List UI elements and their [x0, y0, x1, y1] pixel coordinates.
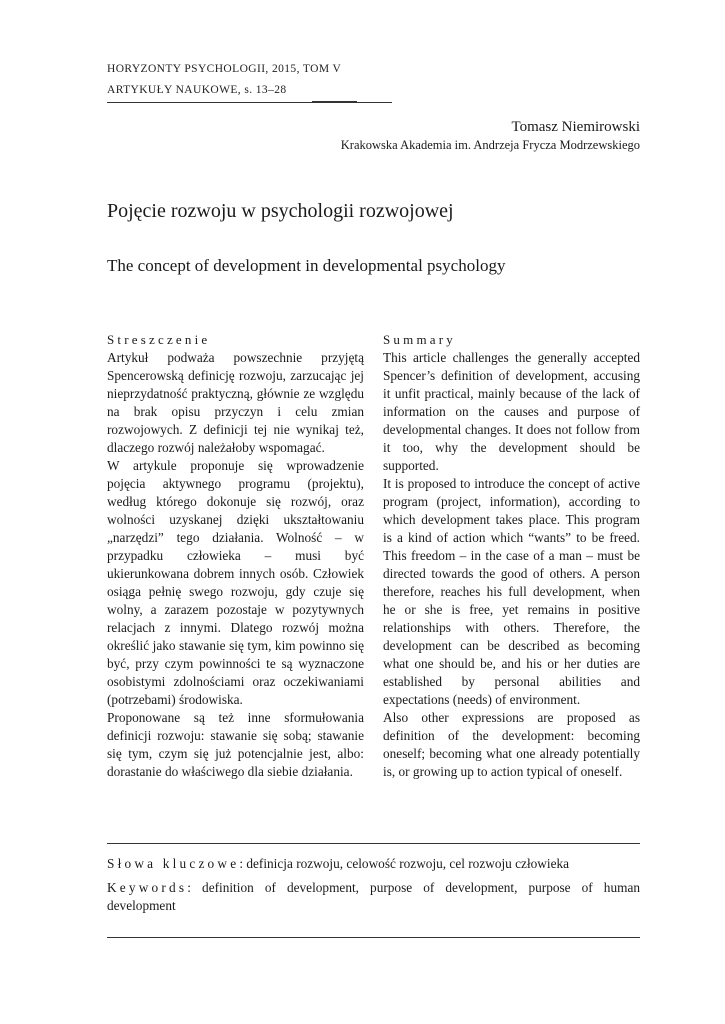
keywords-polish-text: definicja rozwoju, celowość rozwoju, cel rozwoju człowieka: [246, 856, 570, 871]
title-english: The concept of development in developmental psychology: [107, 256, 506, 275]
header-rule: [107, 102, 392, 103]
abstract-polish-heading: Streszczenie: [107, 332, 211, 347]
keywords-english-text: definition of development, purpose of development, purpose of human development: [107, 880, 640, 913]
author-name: Tomasz Niemirowski: [511, 119, 640, 135]
keywords-polish-label: Słowa kluczowe: [107, 856, 240, 871]
journal-header: HORYZONTY PSYCHOLOGII, 2015, TOM V: [107, 63, 342, 75]
keywords-english-label: Keywords: [107, 880, 188, 895]
author-affiliation: Krakowska Akademia im. Andrzeja Frycza Modrzewskiego: [340, 138, 640, 152]
keywords-english: Keywords: definition of development, purpose of development, purpose of human development: [107, 880, 640, 913]
abstract-english: [383, 331, 640, 781]
abstract-polish: [107, 331, 364, 781]
keywords-polish: Słowa kluczowe: definicja rozwoju, celowość rozwoju, cel rozwoju człowieka: [107, 856, 570, 871]
abstract-english-paragraph-1: This article challenges the generally accepted Spencer’s definition of development, accusing it unfit practical, mainly because of the lack of information on the causes and purpose of developmental changes. It does not follow from it too, why the development should be supported.: [383, 350, 640, 473]
abstract-english-paragraph-2: It is proposed to introduce the concept of active program (project, information), according to which development takes place. This program is a kind of action which “wants” to be freed. This freedom – in the case of a man – must be directed towards the good of others. A person therefore, reaches his full development, when he or she is free, yet remains in positive relationships with others. Therefore, the development can be described as becoming what one should be, and his or her duties are established by personal abilities and expectations (needs) of environment.: [383, 476, 640, 707]
keywords-bottom-rule: [107, 937, 640, 938]
abstract-polish-paragraph-2: W artykule proponuje się wprowadzenie pojęcia aktywnego programu (projektu), według którego dokonuje się rozwój, oraz wolności uzyskanej dzięki ukształtowaniu „narzędzi” tego działania. Wolność – w przypadku człowieka – musi być ukierunkowana dobrem innych osób. Człowiek osiąga pełnię swego rozwoju, gdy czuje się wolny, a zarazem pozostaje w pozytywnych relacjach z innymi. Dlatego rozwój można określić jako stawanie się tym, kim powinno się być, przy czym powinności te są wyznaczone osobistymi zdolnościami oraz oczekiwaniami (potrzebami) środowiska.: [107, 458, 364, 707]
series-header: ARTYKUŁY NAUKOWE, s. 13–28: [107, 84, 287, 96]
abstract-english-paragraph-3: Also other expressions are proposed as definition of the development: becoming oneself; becoming what one already potentially is, or growing up to action typical of oneself.: [383, 710, 640, 779]
title-polish: Pojęcie rozwoju w psychologii rozwojowej: [107, 200, 454, 222]
abstract-polish-paragraph-3: Proponowane są też inne sformułowania definicji rozwoju: stawanie się sobą; stawanie się tym, czym się już potencjalnie jest, albo: dorastanie do właściwego dla siebie działania.: [107, 710, 364, 779]
abstract-english-heading: Summary: [383, 332, 456, 347]
abstract-polish-paragraph-1: Artykuł podważa powszechnie przyjętą Spencerowską definicję rozwoju, zarzucając jej nieprzydatność praktyczną, głównie ze względu na brak opisu przyczyn i celu zmian rozwojowych. Z definicji tej nie wynikaj też, dlaczego rozwój należałoby wspomagać.: [107, 350, 364, 455]
keywords-top-rule: [107, 843, 640, 844]
